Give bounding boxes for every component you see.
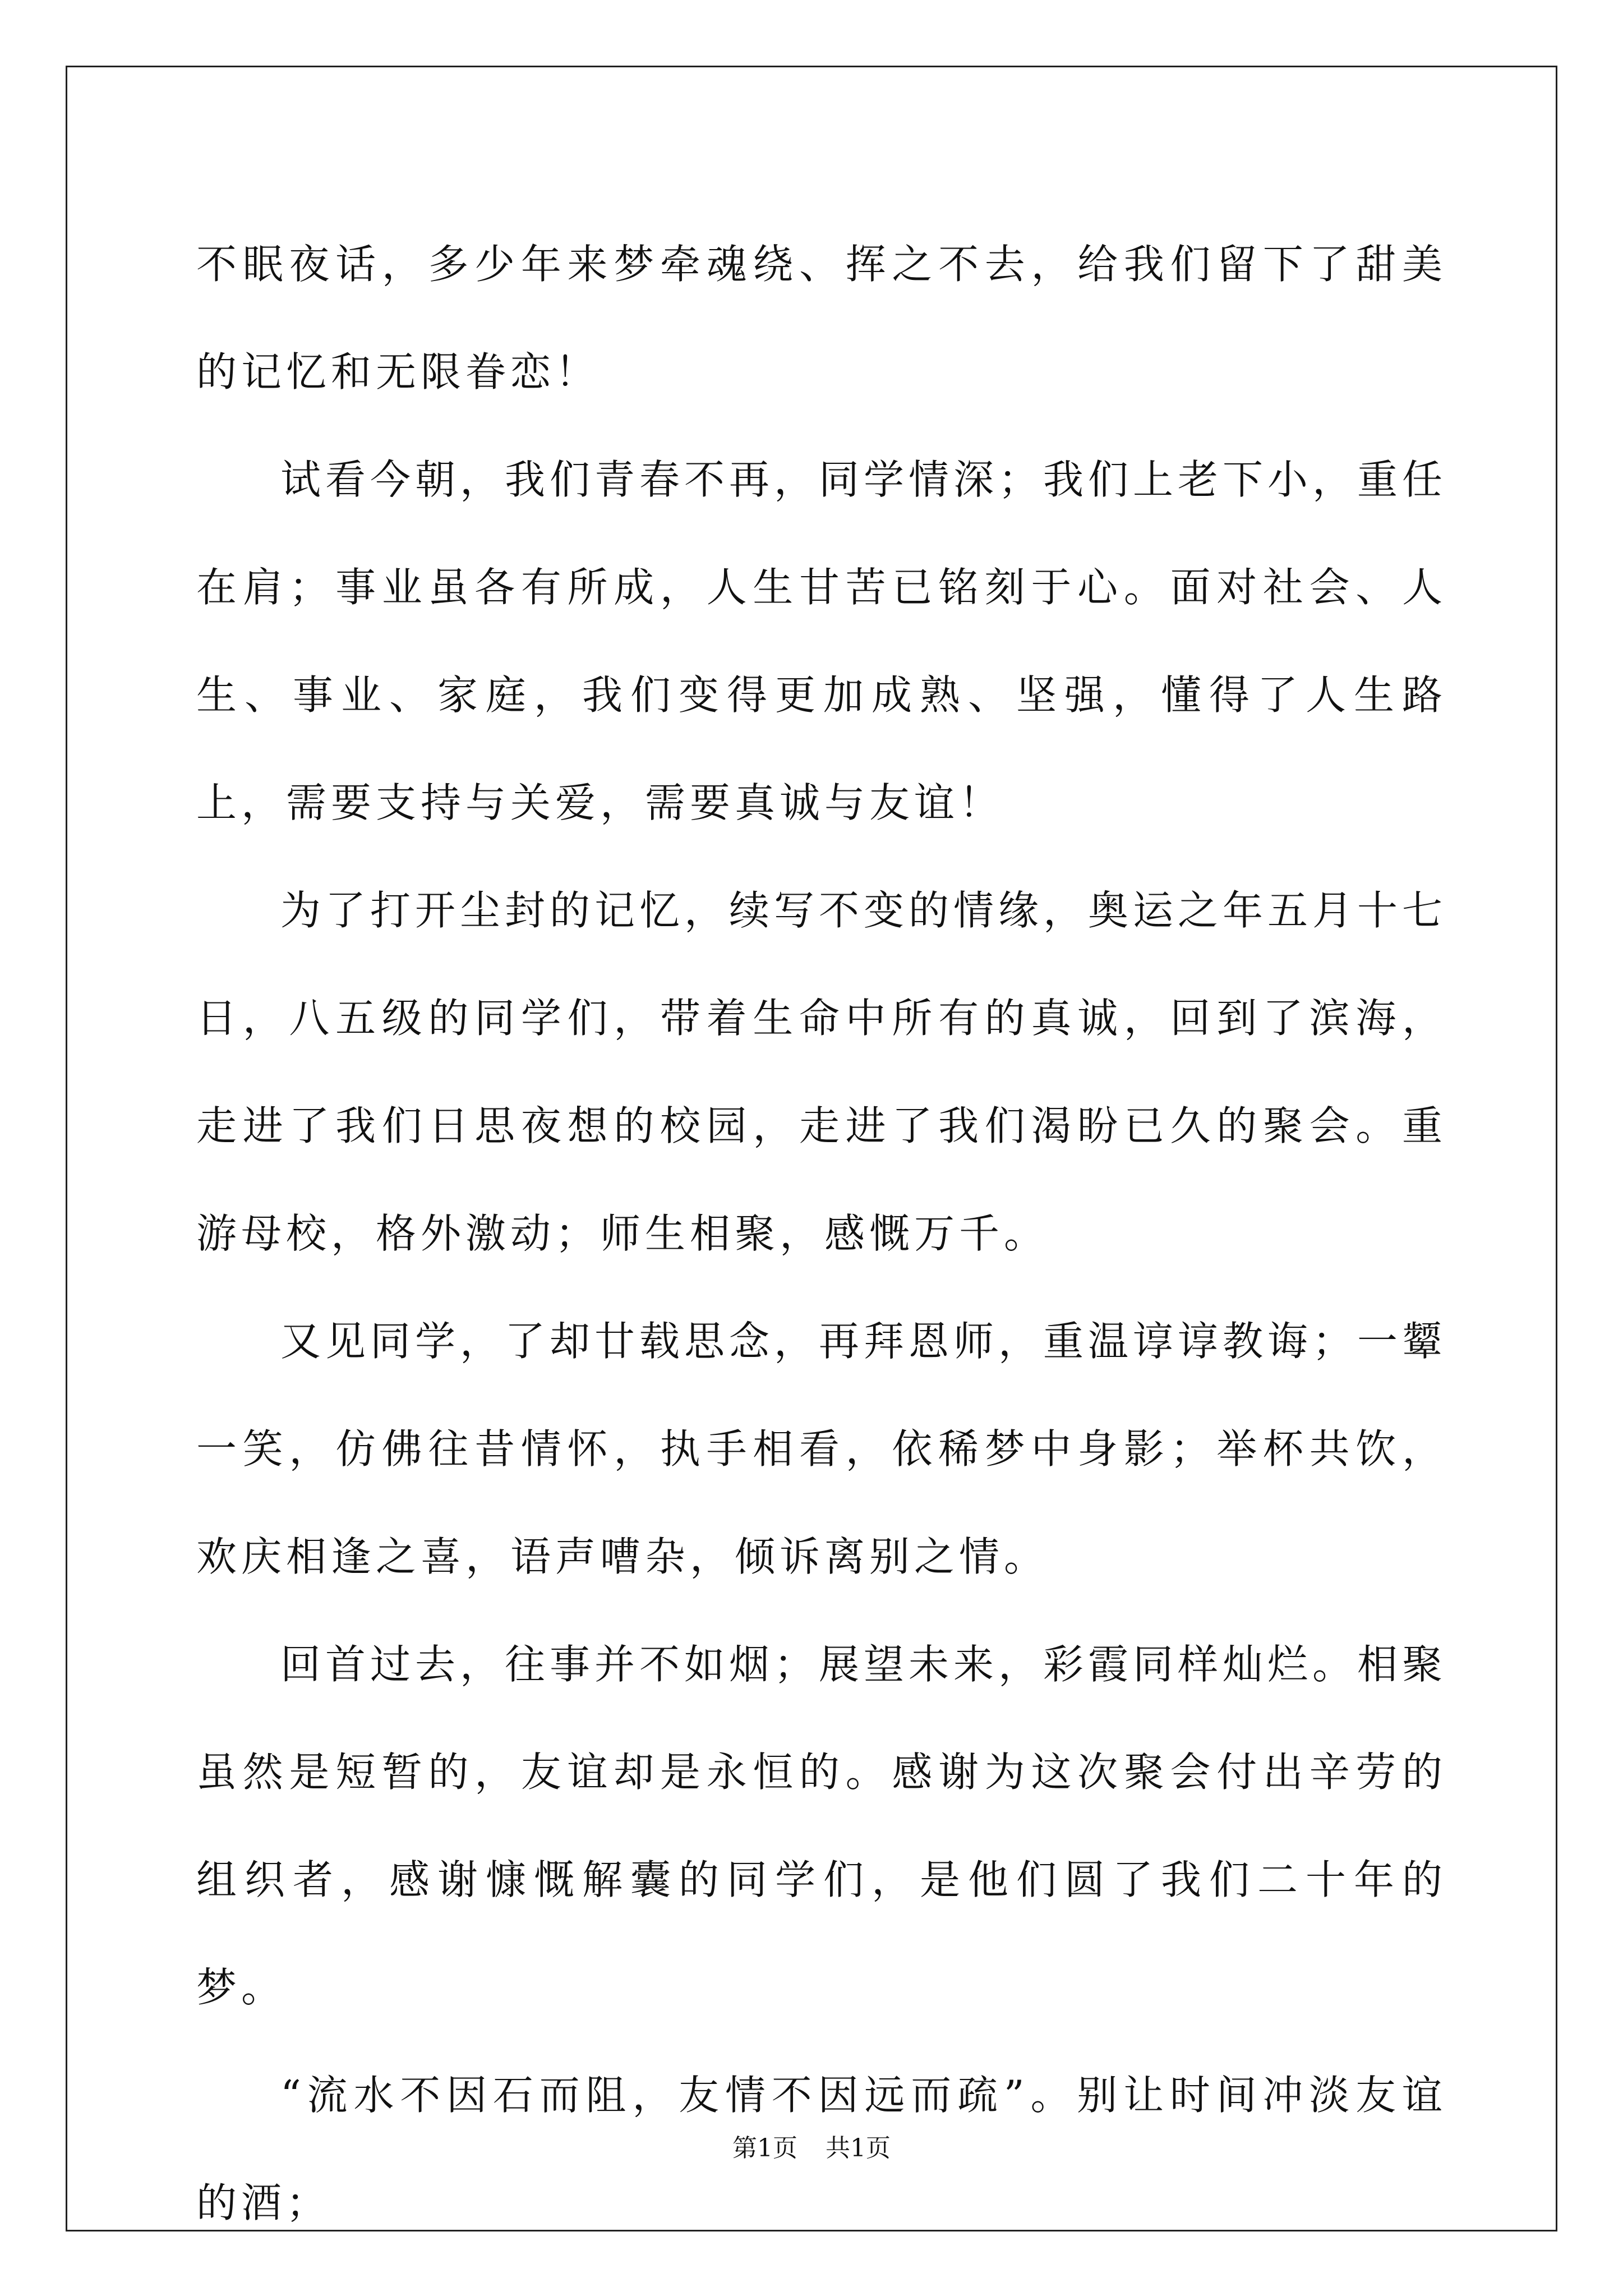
page-total: 共1页 [826,2134,891,2162]
paragraph-3: 为了打开尘封的记忆，续写不变的情缘，奥运之年五月十七日，八五级的同学们，带着生命中所有的真诚，回到了滨海，走进了我们日思夜想的校园，走进了我们渴盼已久的聚会。重游母校，格外激动；师生相聚，感慨万千。 [196,887,1447,1257]
page-number: 第1页 [732,2134,797,2162]
paragraph-2: 试看今朝，我们青春不再，同学情深；我们上老下小，重任在肩；事业虽各有所成，人生甘苦已铭刻于心。面对社会、人生、事业、家庭，我们变得更加成熟、坚强，懂得了人生路上，需要支持与关爱，需要真诚与友谊！ [196,456,1447,826]
page-footer [0,2132,1623,2165]
paragraph-5: 回首过去，往事并不如烟；展望未来，彩霞同样灿烂。相聚虽然是短暂的，友谊却是永恒的。感谢为这次聚会付出辛劳的组织者，感谢慷慨解囊的同学们，是他们圆了我们二十年的梦。 [196,1641,1447,2011]
document-body [196,210,1447,2257]
paragraph-6: “流水不因石而阻，友情不因远而疏”。别让时间冲淡友谊的酒； [196,2072,1447,2226]
paragraph-4: 又见同学，了却廿载思念，再拜恩师，重温谆谆教诲；一颦一笑，仿佛往昔情怀，执手相看，依稀梦中身影；举杯共饮，欢庆相逢之喜，语声嘈杂，倾诉离别之情。 [196,1318,1447,1580]
paragraph-1: 不眠夜话，多少年来梦牵魂绕、挥之不去，给我们留下了甜美的记忆和无限眷恋！ [196,241,1447,395]
